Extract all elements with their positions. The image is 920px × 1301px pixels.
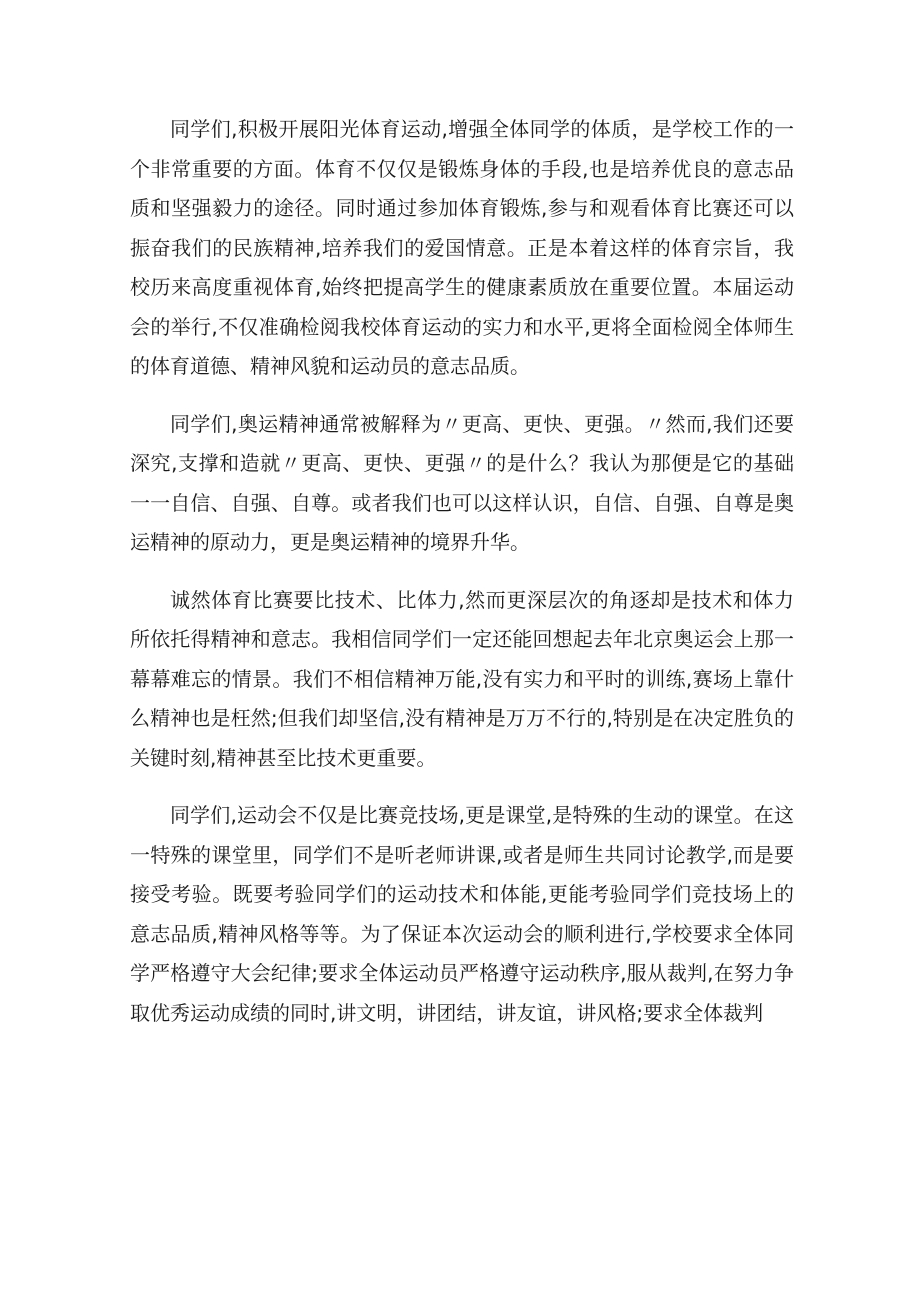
paragraph-4: 同学们,运动会不仅是比赛竞技场,更是课堂,是特殊的生动的课堂。在这一特殊的课堂里，同学们不是听老师讲课,或者是师生共同讨论教学,而是要接受考验。既要考验同学们的运动技术和体能,更能考验同学们竞技场上的意志品质,精神风格等等。为了保证本次运动会的顺利进行,学校要求全体同学严格遵守大会纪律;要求全体运动员严格遵守运动秩序,服从裁判,在努力争取优秀运动成绩的同时,讲文明，讲团结，讲友谊，讲风格;要求全体裁判: [130, 803, 794, 1025]
paragraph-1: 同学们,积极开展阳光体育运动,增强全体同学的体质，是学校工作的一个非常重要的方面。体育不仅仅是锻炼身体的手段,也是培养优良的意志品质和坚强毅力的途径。同时通过参加体育锻炼,参与和观看体育比赛还可以振奋我们的民族精神,培养我们的爱国情意。正是本着这样的体育宗旨，我校历来高度重视体育,始终把提高学生的健康素质放在重要位置。本届运动会的举行,不仅准确检阅我校体育运动的实力和水平,更将全面检阅全体师生的体育道德、精神风貌和运动员的意志品质。: [130, 117, 794, 378]
paragraph-2: 同学们,奥运精神通常被解释为〃更高、更快、更强。〃然而,我们还要深究,支撑和造就〃更高、更快、更强〃的是什么？我认为那便是它的基础一一自信、自强、自尊。或者我们也可以这样认识，自信、自强、自尊是奥运精神的原动力，更是奥运精神的境界升华。: [130, 411, 794, 554]
document-body: [130, 110, 794, 1033]
paragraph-3: 诚然体育比赛要比技术、比体力,然而更深层次的角逐却是技术和体力所依托得精神和意志。我相信同学们一定还能回想起去年北京奥运会上那一幕幕难忘的情景。我们不相信精神万能,没有实力和平时的训练,赛场上靠什么精神也是枉然;但我们却坚信,没有精神是万万不行的,特别是在决定胜负的关键时刻,精神甚至比技术更重要。: [130, 587, 794, 770]
